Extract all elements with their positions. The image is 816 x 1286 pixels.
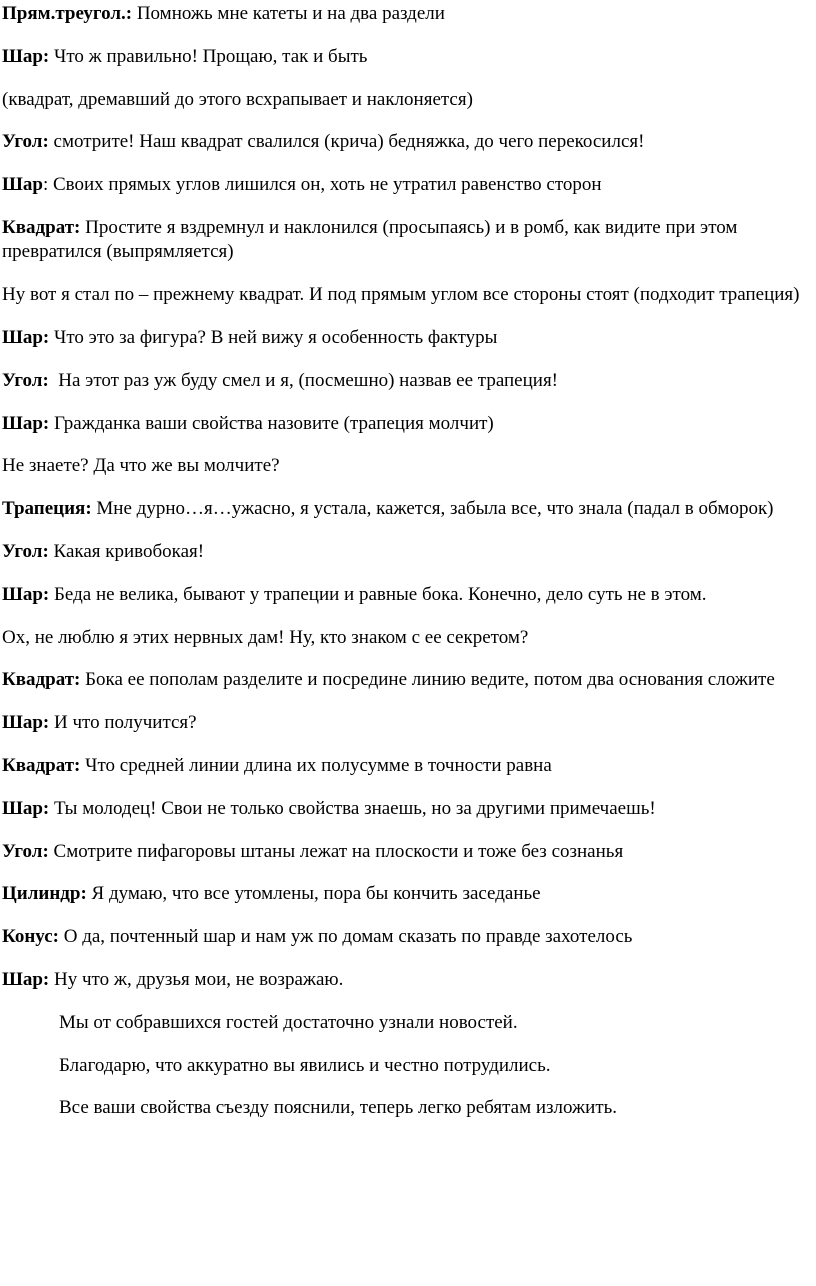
speaker-name: Цилиндр: (2, 883, 87, 905)
dialogue-line-5 (0, 173, 816, 198)
line-text: (квадрат, дремавший до этого всхрапывает и наклоняется) (2, 88, 473, 110)
line-text: Помножь мне катеты и на два раздели (132, 3, 445, 24)
line-text: Смотрите пифагоровы штаны лежат на плоскости и тоже без сознанья (48, 840, 624, 862)
speaker-name: Шар: (2, 327, 50, 349)
line-text: И что получится? (49, 712, 197, 734)
line-text: Что ж правильно! Прощаю, так и быть (49, 45, 368, 67)
dialogue-line-9 (0, 369, 816, 394)
speaker-name: Шар: (2, 583, 50, 605)
dialogue-line-18 (0, 754, 816, 779)
line-text: Бока ее пополам разделите и посредине линию ведите, потом два основания сложите (80, 669, 775, 691)
dialogue-line-8 (0, 326, 816, 351)
line-text: Ну что ж, друзья мои, не возражаю. (49, 969, 344, 991)
dialogue-line-23 (0, 968, 816, 993)
dialogue-line-2 (0, 45, 816, 70)
speaker-name: Шар: (2, 797, 50, 819)
speaker-name: Угол: (2, 369, 49, 391)
speaker-name: Конус: (2, 926, 59, 948)
line-text: смотрите! Наш квадрат свалился (крича) бедняжка, до чего перекосился! (48, 131, 645, 153)
speaker-name: Трапеция: (2, 498, 92, 520)
dialogue-line-14 (0, 583, 816, 608)
verse-line-3: Все ваши свойства съезду пояснили, теперь легко ребятам изложить. (59, 1097, 618, 1119)
speaker-name: Шар: (2, 45, 50, 67)
line-text: Мне дурно…я…ужасно, я устала, кажется, забыла все, что знала (падал в обморок) (91, 498, 774, 520)
line-text: Гражданка ваши свойства назовите (трапеция молчит) (49, 412, 494, 434)
line-text: Что это за фигура? В ней вижу я особенность фактуры (49, 327, 498, 349)
verse-line-1: Мы от собравшихся гостей достаточно узнали новостей. (59, 1011, 518, 1033)
speaker-name: Шар: (2, 969, 50, 991)
speaker-name: Угол: (2, 840, 49, 862)
line-text: Я думаю, что все утомлены, пора бы кончить заседанье (86, 883, 541, 905)
speaker-name: Квадрат: (2, 216, 81, 238)
dialogue-line-15 (0, 626, 816, 651)
dialogue-line-22 (0, 925, 816, 950)
stage-direction-1 (0, 88, 816, 113)
dialogue-line-16 (0, 668, 816, 693)
line-text: На этот раз уж буду смел и я, (посмешно) назвав ее трапеция! (48, 369, 559, 391)
line-text: Беда не велика, бывают у трапеции и равные бока. Конечно, дело суть не в этом. (49, 583, 707, 605)
line-text: Не знаете? Да что же вы молчите? (2, 455, 280, 477)
line-text: : Своих прямых углов лишился он, хоть не утратил равенство сторон (42, 174, 602, 196)
line-text: Какая кривобокая! (48, 541, 205, 563)
dialogue-line-13 (0, 540, 816, 565)
dialogue-line-11 (0, 454, 816, 479)
line-text: Ох, не люблю я этих нервных дам! Ну, кто знаком с ее секретом? (2, 626, 529, 648)
speaker-name: Шар: (2, 412, 50, 434)
speaker-name: Угол: (2, 131, 49, 153)
dialogue-line-20 (0, 840, 816, 865)
dialogue-line-7 (0, 283, 816, 308)
dialogue-line-6 (0, 216, 816, 265)
dialogue-line-1 (0, 2, 816, 27)
verse-line-2: Благодарю, что аккуратно вы явились и честно потрудились. (59, 1054, 551, 1076)
dialogue-line-17 (0, 711, 816, 736)
line-text: О да, почтенный шар и нам уж по домам сказать по правде захотелось (58, 926, 633, 948)
speaker-name: Квадрат: (2, 755, 81, 777)
line-text: Ты молодец! Свои не только свойства знаешь, но за другими примечаешь! (49, 797, 656, 819)
dialogue-line-12 (0, 497, 816, 522)
dialogue-line-10 (0, 412, 816, 437)
speaker-name: Квадрат: (2, 669, 81, 691)
dialogue-line-4 (0, 130, 816, 155)
speaker-name: Угол: (2, 541, 49, 563)
speaker-name: Шар (2, 174, 43, 196)
speaker-name: Прям.треугол.: (2, 3, 133, 24)
line-text: Ну вот я стал по – прежнему квадрат. И под прямым углом все стороны стоят (подходит трапеция) (2, 284, 800, 306)
speaker-name: Шар: (2, 712, 50, 734)
line-text: Что средней линии длина их полусумме в точности равна (80, 755, 552, 777)
dialogue-line-19 (0, 797, 816, 822)
dialogue-line-21 (0, 882, 816, 907)
line-text: Простите я вздремнул и наклонился (просыпаясь) и в ромб, как видите при этом превратился (выпрямляется) (2, 216, 738, 263)
